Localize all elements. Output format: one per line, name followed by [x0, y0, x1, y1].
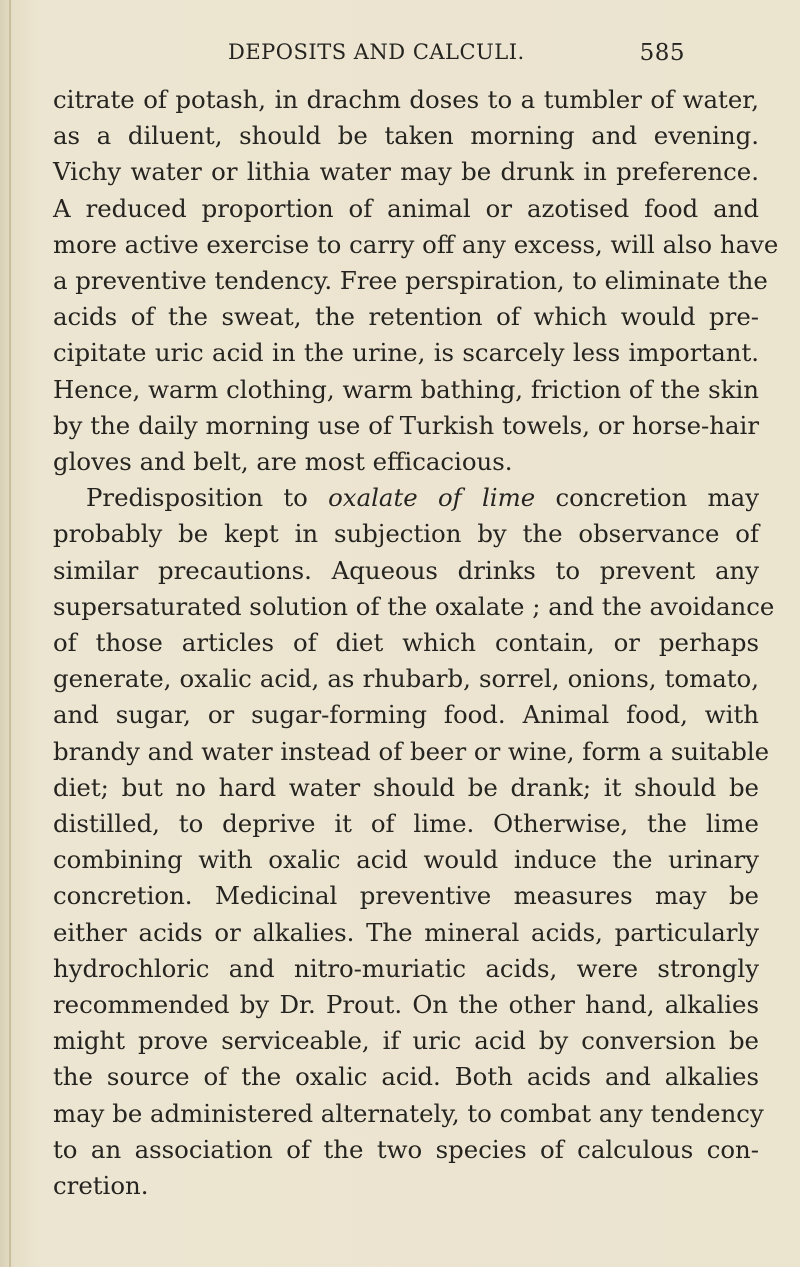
text-line: more active exercise to carry off any excess, will also have: [53, 229, 779, 259]
body-text: [53, 82, 779, 1204]
text-line: to an association of the two species of calculous con-: [53, 1134, 759, 1164]
text-line: by the daily morning use of Turkish towels, or horse-hair: [53, 410, 759, 440]
text-line: recommended by Dr. Prout. On the other hand, alkalies: [53, 990, 759, 1020]
text-line: concretion. Medicinal preventive measures may be: [53, 881, 759, 911]
text-line: A reduced proportion of animal or azotised food and: [53, 193, 759, 223]
paragraph-first-line: [53, 480, 759, 516]
text-line: as a diluent, should be taken morning and evening.: [53, 121, 759, 151]
text-line: hydrochloric and nitro-muriatic acids, were strongly: [53, 953, 759, 983]
text-line: of those articles of diet which contain, or perhaps: [53, 628, 759, 658]
text-line: and sugar, or sugar-forming food. Animal food, with: [53, 700, 759, 730]
text-line: Vichy water or lithia water may be drunk in preference.: [53, 157, 759, 187]
text-line: brandy and water instead of beer or wine, form a suitable: [53, 736, 770, 766]
text-line: Hence, warm clothing, warm bathing, friction of the skin: [53, 374, 759, 404]
text-line: cretion.: [53, 1171, 149, 1201]
text-line: distilled, to deprive it of lime. Otherwise, the lime: [53, 809, 759, 839]
header-title: DEPOSITS AND CALCULI.: [228, 40, 525, 64]
text-line: combining with oxalic acid would induce the urinary: [53, 845, 759, 875]
page-number: 585: [639, 40, 685, 66]
text-line: diet; but no hard water should be drank; it should be: [53, 772, 759, 802]
text-line: acids of the sweat, the retention of which would pre-: [53, 302, 759, 332]
text-line: gloves and belt, are most efficacious.: [53, 447, 513, 477]
text-line: similar precautions. Aqueous drinks to prevent any: [53, 555, 759, 585]
text-line: cipitate uric acid in the urine, is scarcely less important.: [53, 338, 759, 368]
text-line: supersaturated solution of the oxalate ; and the avoidance: [53, 591, 775, 621]
text-line: might prove serviceable, if uric acid by conversion be: [53, 1026, 759, 1056]
text-segment: Predisposition to: [86, 483, 329, 513]
text-line: probably be kept in subjection by the observance of: [53, 519, 759, 549]
text-line: a preventive tendency. Free perspiration, to eliminate the: [53, 266, 768, 296]
text-line: the source of the oxalic acid. Both acids and alkalies: [53, 1062, 759, 1092]
text-line: citrate of potash, in drachm doses to a tumbler of water,: [53, 85, 759, 114]
text-line: generate, oxalic acid, as rhubarb, sorrel, onions, tomato,: [53, 664, 759, 694]
binding-gutter: [9, 0, 11, 1267]
text-line: may be administered alternately, to combat any tendency: [53, 1098, 764, 1128]
text-segment: concretion may: [535, 483, 759, 513]
italic-term: oxalate of lime: [328, 483, 536, 513]
running-header: [140, 40, 685, 80]
text-line: either acids or alkalies. The mineral acids, particularly: [53, 917, 759, 947]
